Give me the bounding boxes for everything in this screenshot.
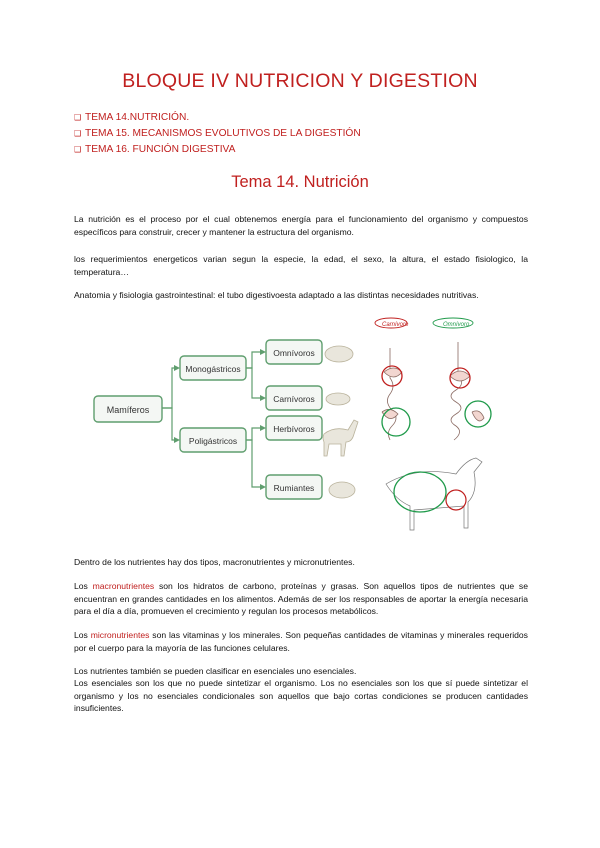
paragraph-nutrient-types: Dentro de los nutrientes hay dos tipos, macronutrientes y micronutrientes. — [74, 557, 355, 567]
term-macronutrientes: macronutrientes — [92, 581, 155, 591]
paragraph-macronutrients: Los macronutrientes son los hidratos de carbono, proteínas y grasas. Son aquellos tipos de nutrientes que se encuentran en grandes cantidades en los alimentos. Además de ser los responsables de aportar la energía necesaria para el día a día, promueven el crecimiento y regulan los procesos metabólicos. — [74, 581, 528, 616]
label-poligastricos: Poligástricos — [188, 436, 238, 446]
toc-item[interactable]: ❑ TEMA 16. FUNCIÓN DIGESTIVA — [74, 142, 361, 158]
ruminant-anatomy-sketch — [386, 458, 482, 530]
paragraph-essentials: Los esenciales son los que no puede sintetizar el organismo. Los no esenciales son los que sí puede sintetizar el organismo y los no esenciales condicionales son aquellos que bajo cortas condiciones se producen cantidades insuficientes. — [74, 678, 528, 713]
label-monogastricos: Monogástricos — [185, 364, 241, 374]
page-title: BLOQUE IV NUTRICION Y DIGESTION — [122, 70, 478, 92]
section-title: Tema 14. Nutrición — [231, 173, 369, 191]
abomasum-highlight — [446, 490, 466, 510]
omnivore-gut-sketch — [450, 342, 484, 440]
pig-icon — [325, 346, 353, 362]
label-omnivoros: Omnívoros — [273, 348, 315, 358]
rumen-highlight — [394, 472, 446, 512]
paragraph-anatomy: Anatomia y fisiologia gastrointestinal: el tubo digestivoesta adaptado a las distintas necesidades nutritivas. — [74, 290, 479, 300]
paragraph-micronutrients: Los micronutrientes son las vitaminas y los minerales. Son pequeñas cantidades de vitaminas y minerales requeridos por el cuerpo para la mayoría de las funciones celulares. — [74, 630, 528, 653]
checkbox-bullet-icon: ❑ — [74, 129, 82, 138]
label-carnivoros: Carnívoros — [273, 394, 315, 404]
label-rumiantes: Rumiantes — [273, 483, 315, 493]
term-micronutrientes: micronutrientes — [90, 630, 150, 640]
label-omnivoro: Omnívoro — [443, 322, 470, 328]
horse-icon — [323, 420, 358, 456]
table-of-contents — [74, 110, 361, 158]
digestive-classification-figure — [86, 312, 526, 552]
toc-item[interactable]: ❑ TEMA 14.NUTRICIÓN. — [74, 110, 361, 126]
checkbox-bullet-icon: ❑ — [74, 113, 82, 122]
paragraph-energy: los requerimientos energeticos varian segun la especie, la edad, el sexo, la altura, el estado fisiologico, la temperatura… — [74, 254, 528, 277]
label-herbivoros: Herbívoros — [273, 424, 315, 434]
paragraph-classification: Los nutrientes también se pueden clasificar en esenciales uno esenciales. — [74, 666, 357, 676]
carnivore-gut-sketch — [382, 348, 402, 440]
label-carnivoro: Carnívoro — [382, 322, 409, 328]
paragraph-definition: La nutrición es el proceso por el cual obtenemos energía para el funcionamiento del organismo y compuestos específicos para construir, crecer y mantener la estructura del organismo. — [74, 214, 528, 237]
toc-item[interactable]: ❑ TEMA 15. MECANISMOS EVOLUTIVOS DE LA DIGESTIÓN — [74, 126, 361, 142]
label-mamiferos: Mamíferos — [106, 405, 150, 415]
cat-icon — [326, 393, 350, 405]
checkbox-bullet-icon: ❑ — [74, 145, 82, 154]
cow-icon — [329, 482, 355, 498]
